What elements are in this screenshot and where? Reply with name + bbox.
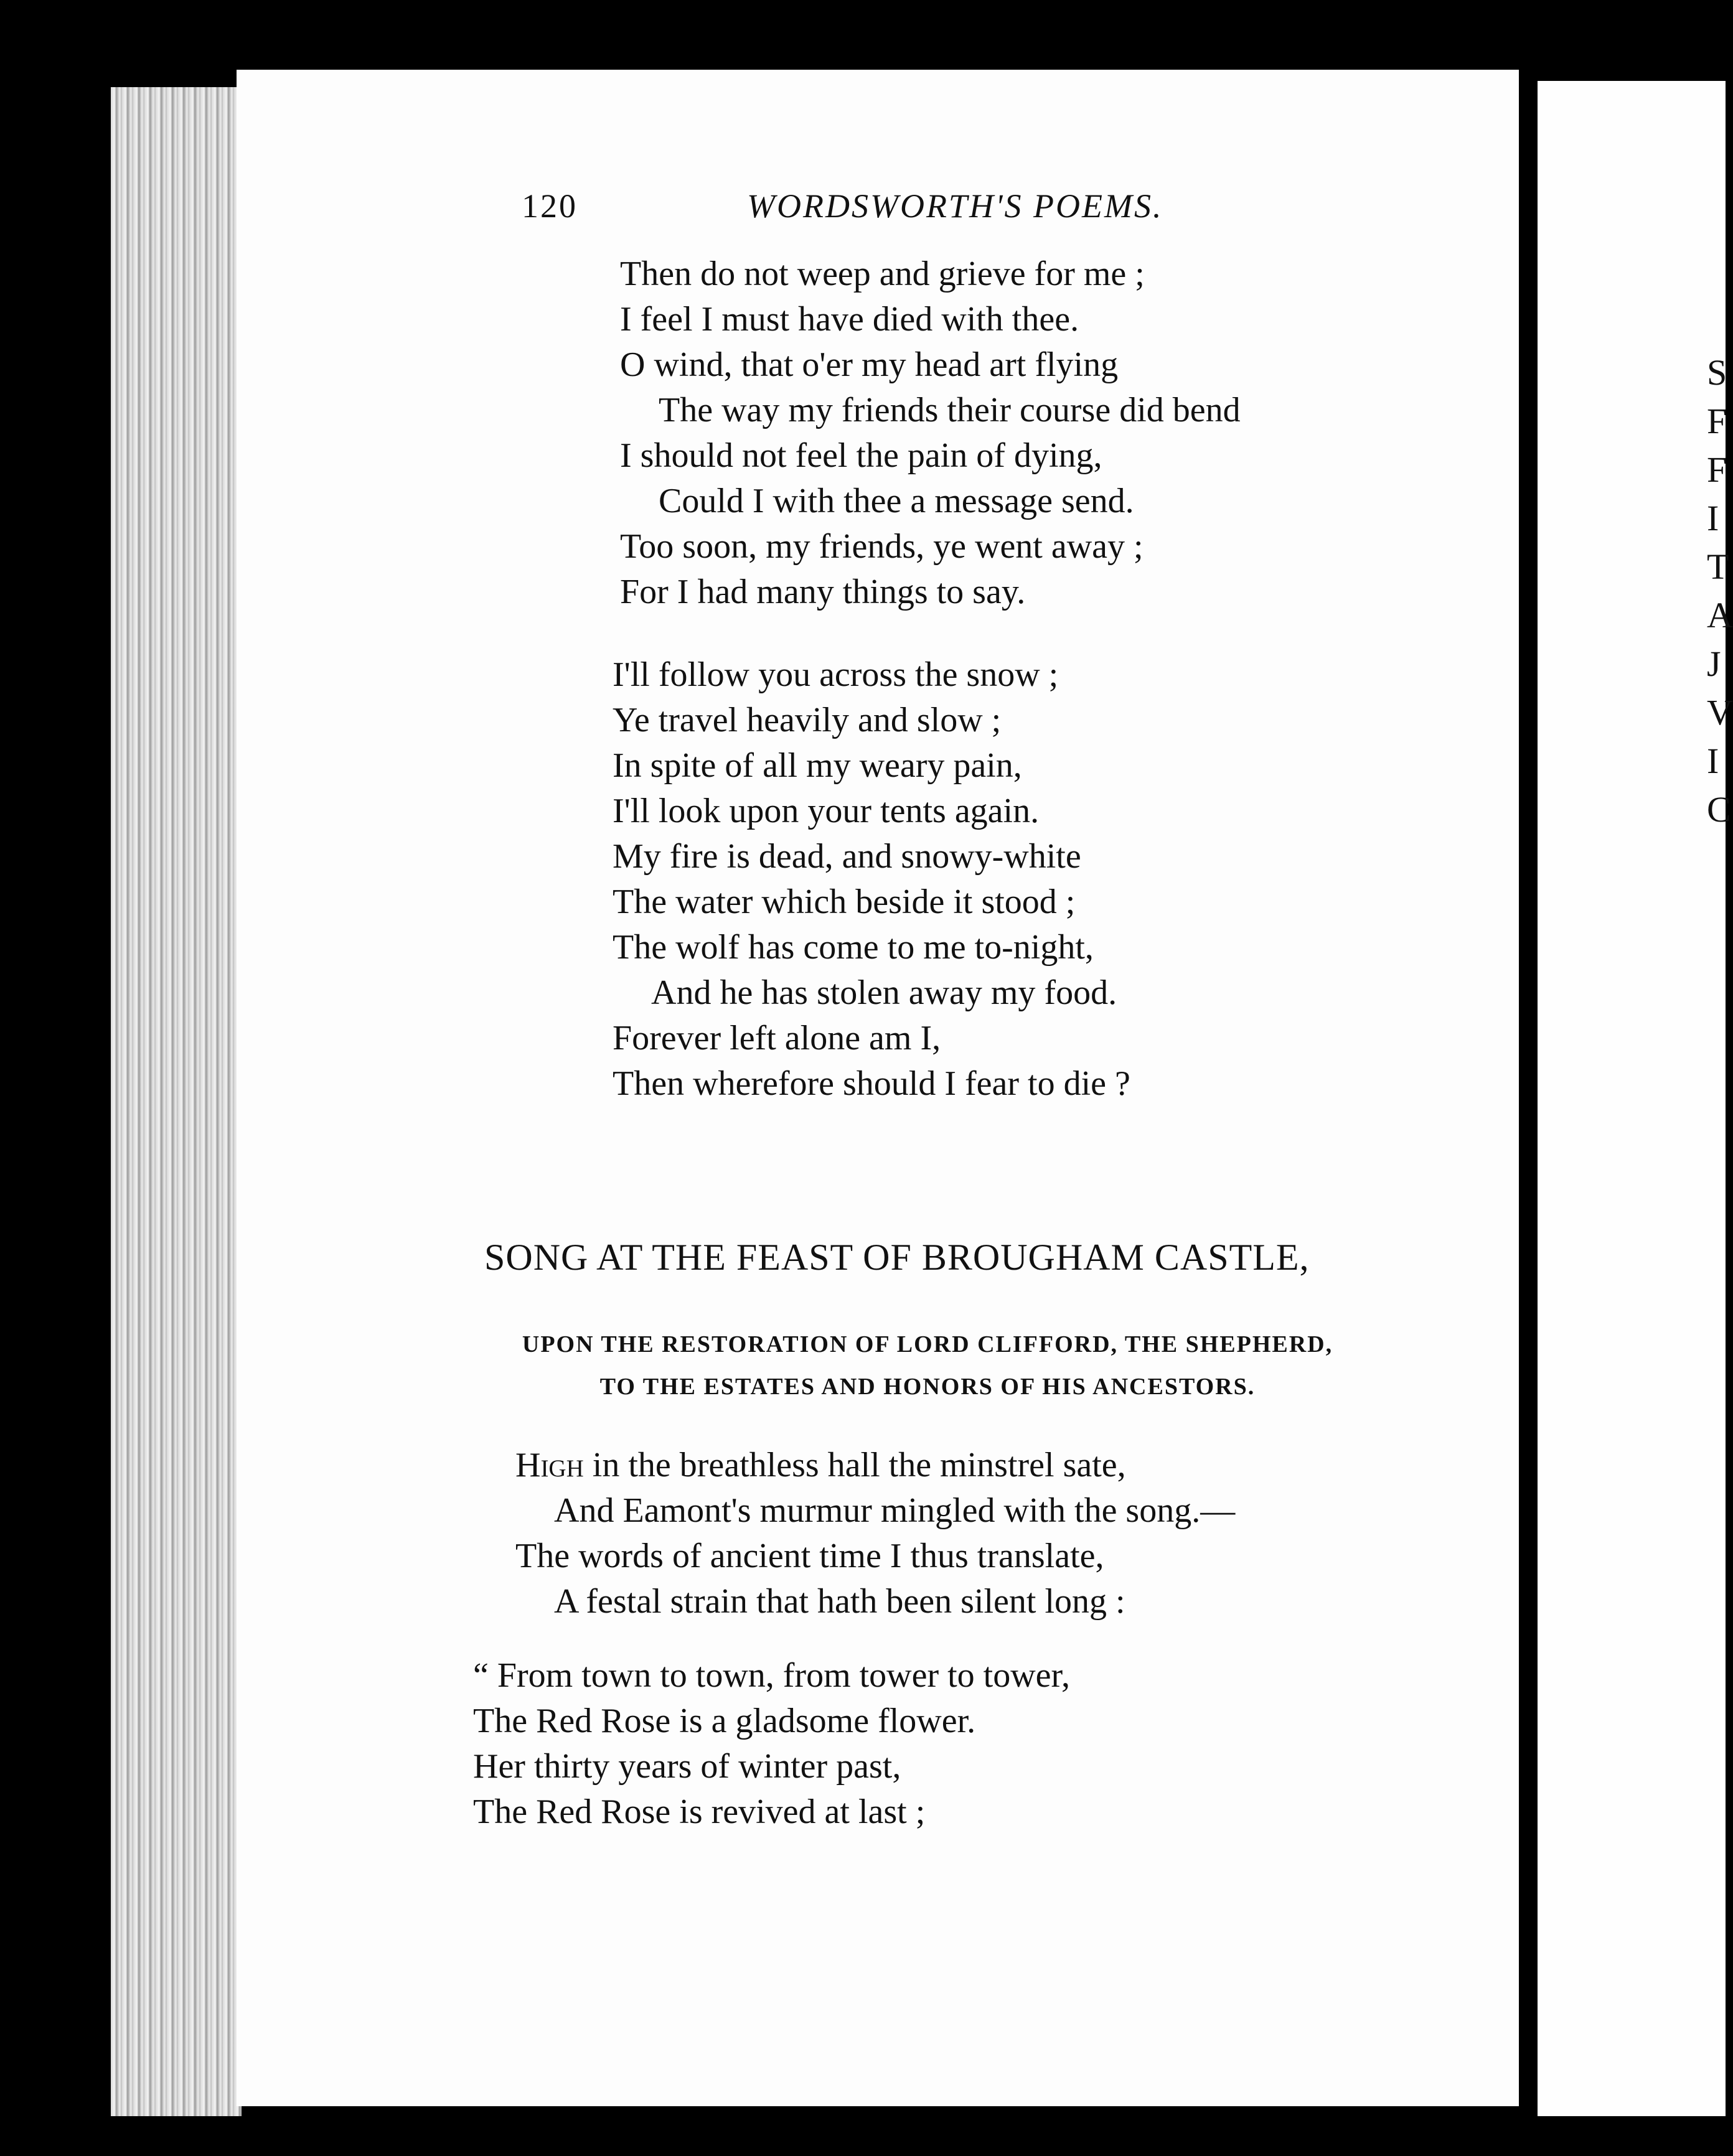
facing-page [1538, 81, 1733, 2116]
poem-s1-line-4: The way my friends their course did bend [659, 391, 1241, 429]
poem-s2-line-3: In spite of all my weary pain, [613, 746, 1022, 785]
poem-stanza-2 [613, 652, 1130, 1107]
song-s2-line-2: The Red Rose is a gladsome flower. [473, 1702, 976, 1740]
poem-s1-line-3: O wind, that o'er my head art flying [620, 345, 1119, 384]
song-stanza-2 [473, 1653, 1070, 1835]
facing-letter: V [1707, 692, 1733, 733]
song-stanza-1 [515, 1443, 1235, 1624]
subtitle-line-2: TO THE ESTATES AND HONORS OF HIS ANCESTORS. [599, 1374, 1256, 1400]
song-s2-line-4: The Red Rose is revived at last ; [473, 1793, 926, 1831]
song-s2-line-3: Her thirty years of winter past, [473, 1747, 901, 1786]
poem-s2-line-6: The water which beside it stood ; [613, 883, 1076, 921]
song-s1-line-2: The words of ancient time I thus translate, [515, 1537, 1104, 1575]
poem-s2-line-2: Ye travel heavily and slow ; [613, 701, 1002, 739]
facing-letter: F [1707, 449, 1727, 490]
song-s2-line-1: “ From town to town, from tower to tower, [473, 1656, 1070, 1695]
poem-s2-line-8: And he has stolen away my food. [651, 973, 1117, 1012]
book-page-edges [111, 87, 242, 2116]
poem-s1-line-2: I feel I must have died with thee. [620, 300, 1079, 339]
subtitle-line-1: UPON THE RESTORATION OF LORD CLIFFORD, THE SHEPHERD, [522, 1331, 1333, 1357]
poem-s1-line-8: For I had many things to say. [620, 573, 1026, 611]
running-title: WORDSWORTH'S POEMS. [747, 187, 1163, 225]
poem-s1-line-6: Could I with thee a message send. [659, 482, 1134, 520]
facing-letter: I [1707, 498, 1719, 538]
poem-s1-line-7: Too soon, my friends, ye went away ; [620, 527, 1144, 566]
song-s1-line-3: A festal strain that hath been silent long : [554, 1582, 1125, 1621]
facing-page-letters [1707, 349, 1733, 834]
poem-s2-line-7: The wolf has come to me to-night, [613, 928, 1094, 967]
song-subtitle [479, 1323, 1376, 1408]
opening-word: High [515, 1446, 584, 1484]
facing-letter: I [1707, 741, 1719, 781]
poem-s2-line-1: I'll follow you across the snow ; [613, 655, 1059, 694]
facing-letter: T [1707, 546, 1729, 587]
poem-s2-line-9: Forever left alone am I, [613, 1019, 941, 1057]
facing-letter: C [1707, 789, 1731, 830]
poem-s1-line-1: Then do not weep and grieve for me ; [620, 255, 1145, 293]
poem-s2-line-10: Then wherefore should I fear to die ? [613, 1064, 1130, 1103]
poem-s2-line-4: I'll look upon your tents again. [613, 792, 1040, 830]
facing-letter: A [1707, 595, 1733, 635]
facing-letter: J [1707, 644, 1721, 684]
first-line-rest: in the breathless hall the minstrel sate, [583, 1446, 1126, 1484]
facing-letter: S [1707, 352, 1727, 393]
song-s1-line-1: And Eamont's murmur mingled with the song.— [554, 1491, 1236, 1530]
page-number: 120 [522, 187, 578, 225]
poem-s2-line-5: My fire is dead, and snowy-white [613, 837, 1081, 876]
song-first-line [515, 1443, 1235, 1488]
poem-s1-line-5: I should not feel the pain of dying, [620, 436, 1102, 475]
poem-stanza-1 [620, 251, 1241, 615]
facing-letter: F [1707, 401, 1727, 441]
song-title: SONG AT THE FEAST OF BROUGHAM CASTLE, [484, 1237, 1310, 1278]
